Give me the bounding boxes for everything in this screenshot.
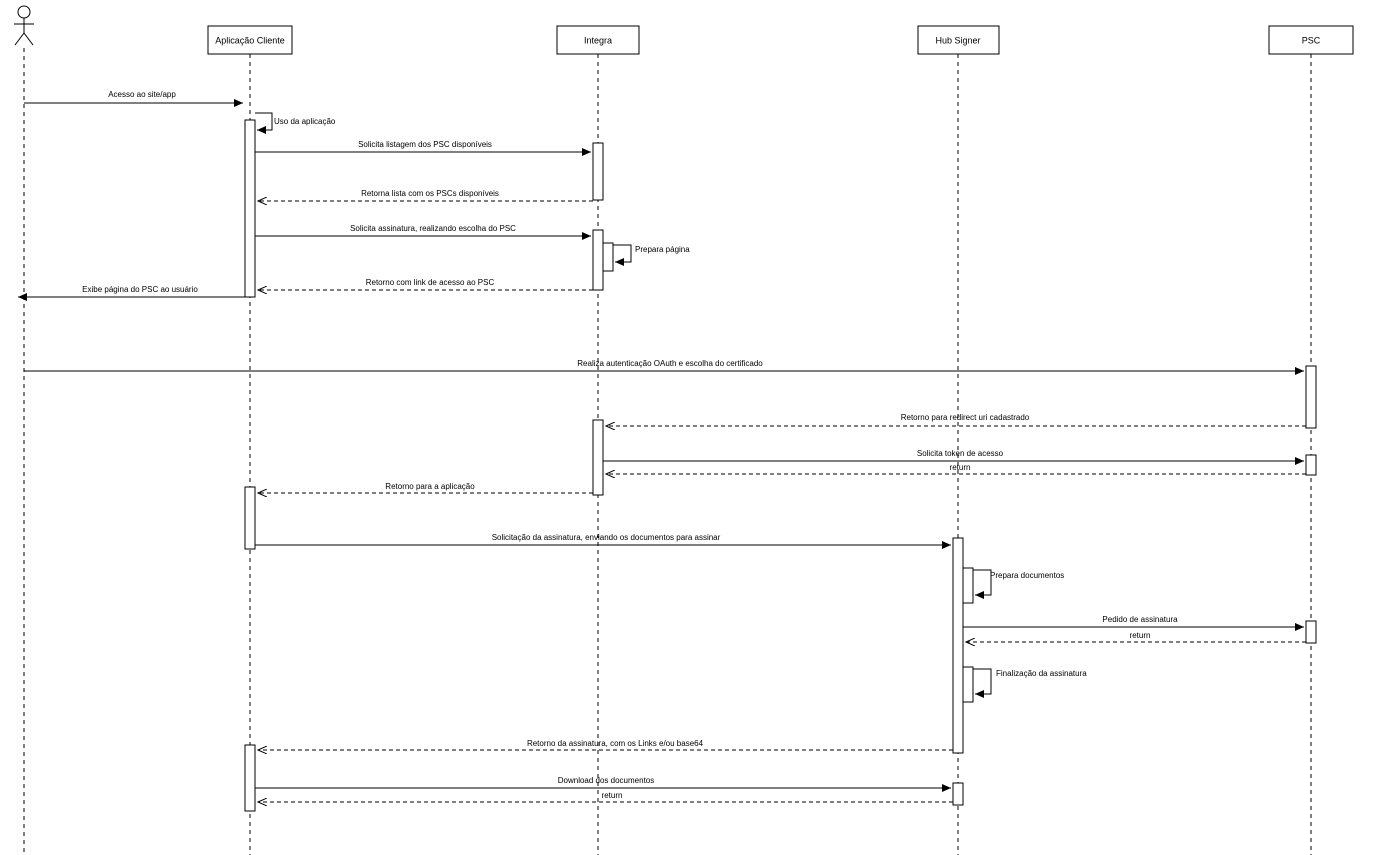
message-label: Prepara documentos (990, 571, 1065, 580)
message-return-download (258, 791, 953, 802)
participant-label: Aplicação Cliente (215, 35, 285, 46)
participant-psc[interactable] (1269, 26, 1353, 54)
message-return-assinatura (966, 631, 1306, 642)
message-download-dos-documentos (255, 776, 951, 788)
message-solicita-token (603, 449, 1304, 461)
participant-aplicacao-cliente[interactable] (208, 26, 292, 54)
message-label: Solicita assinatura, realizando escolha do PSC (350, 224, 516, 233)
activation-bar (1306, 455, 1316, 475)
message-retorno-para-aplicacao (258, 482, 593, 493)
message-retorno-da-assinatura (258, 739, 953, 750)
message-label: Realiza autenticação OAuth e escolha do certificado (577, 359, 763, 368)
message-label: Uso da aplicação (274, 117, 336, 126)
participant-label: PSC (1301, 35, 1321, 46)
message-label: Prepara página (635, 245, 690, 254)
message-label: Exibe página do PSC ao usuário (82, 285, 198, 294)
message-label: Solicita token de acesso (916, 449, 1004, 458)
message-uso-da-aplicacao (255, 113, 336, 130)
message-label: Retorno da assinatura, com os Links e/ou base64 (526, 739, 704, 748)
message-retorna-lista-pscs (258, 189, 593, 201)
message-label: Retorno com link de acesso ao PSC (365, 278, 495, 287)
participant-label: Hub Signer (935, 35, 981, 46)
message-label: Retorno para a aplicação (385, 482, 475, 491)
message-label: Retorna lista com os PSCs disponíveis (361, 189, 499, 198)
message-label: return (1129, 631, 1151, 640)
message-return-token (606, 463, 1306, 474)
message-retorno-link-psc (258, 278, 593, 290)
message-retorno-redirect-uri (606, 413, 1306, 426)
actor-stick-figure (14, 6, 34, 45)
message-solicitacao-assinatura-documentos (255, 533, 951, 545)
message-prepara-pagina (613, 245, 690, 262)
message-label: return (601, 791, 623, 800)
message-solicita-listagem-psc (255, 140, 591, 152)
message-label: return (949, 463, 971, 472)
activation-bar (1306, 621, 1316, 643)
message-label: Finalização da assinatura (996, 669, 1087, 678)
activation-bar (593, 143, 603, 200)
participant-integra[interactable] (557, 26, 639, 54)
message-label: Solicita listagem dos PSC disponíveis (358, 140, 492, 149)
activation-bar (963, 568, 973, 603)
activation-bar (593, 230, 603, 290)
participant-label: Integra (583, 35, 613, 46)
activation-bar (963, 667, 973, 702)
message-pedido-de-assinatura (963, 615, 1304, 627)
activation-bar (953, 538, 963, 753)
message-label: Solicitação da assinatura, enviando os documentos para assinar (491, 533, 721, 542)
activation-bar (1306, 366, 1316, 428)
message-solicita-assinatura-escolha-psc (255, 224, 591, 236)
message-label: Pedido de assinatura (1102, 615, 1178, 624)
activation-bar (245, 120, 255, 297)
activation-bar (603, 243, 613, 271)
activation-bar (245, 487, 255, 549)
message-label: Acesso ao site/app (108, 90, 176, 99)
message-label: Download dos documentos (557, 776, 655, 785)
participant-hub-signer[interactable] (918, 26, 999, 54)
message-label: Retorno para redirect uri cadastrado (900, 413, 1030, 422)
activation-bar (953, 783, 963, 805)
activation-bar (593, 420, 603, 495)
message-prepara-documentos (973, 570, 1064, 595)
activation-bar (245, 745, 255, 811)
message-acesso-ao-site-app (24, 90, 243, 103)
message-autenticacao-oauth (24, 359, 1304, 371)
message-finalizacao-da-assinatura (973, 669, 1087, 694)
message-exibe-pagina-psc (18, 285, 245, 297)
